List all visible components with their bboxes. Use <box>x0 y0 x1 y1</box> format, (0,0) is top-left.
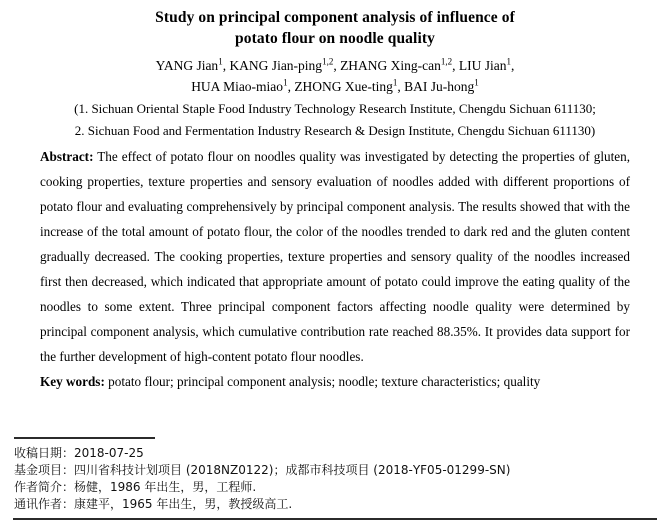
author-separator: , <box>222 58 230 73</box>
abstract-text: The effect of potato flour on noodles quality was investigated by detecting the properties of gluten, cooking properties, texture properties and sensory evaluation of noodles added with different proportions of potato flour and evaluating comprehensively by principal component analysis. The results showed that with the increase of the total amount of potato flour, the color of the noodles trended to dark red and the gluten content gradually decreased. The cooking properties, texture properties and sensory quality of the noodles increased first then decreased, which indicated that appropriate amount of potato could improve the eating quality of the noodles to some extent. Three principal component factors affecting noodle quality were determined by principal component analysis, which cumulative contribution rate reached 88.35%. It provides data support for the further development of high-content potato flour noodles. <box>40 149 630 364</box>
keywords-label: Key words: <box>40 374 105 389</box>
author-affiliation-sup: 1 <box>392 77 398 88</box>
author-affiliation-sup: 1,2 <box>440 56 453 67</box>
author-line-1 <box>0 55 670 76</box>
author-affiliation-sup: 1 <box>218 56 223 67</box>
footnote-funding-project: 基金项目：四川省科技计划项目 (2018NZ0122)；成都市科技项目 (2018-YF05-01299-SN) <box>14 463 511 477</box>
author-line-2 <box>0 76 670 97</box>
author-separator: , <box>333 58 341 73</box>
author-name: KANG Jian-ping <box>229 58 323 73</box>
footnote-separator-rule <box>14 437 155 439</box>
abstract-label: Abstract: <box>40 149 94 164</box>
author-separator: , <box>452 58 459 73</box>
author-name: BAI Ju-hong <box>404 79 475 94</box>
author-affiliation-sup: 1 <box>506 56 512 67</box>
author-separator: , <box>397 79 405 94</box>
author-name: YANG Jian <box>155 58 219 73</box>
author-name: LIU Jian <box>458 58 507 73</box>
title-line-2: potato flour on noodle quality <box>235 30 435 47</box>
abstract-section <box>40 144 630 394</box>
title-line-1: Study on principal component analysis of influence of <box>155 9 515 26</box>
footnote-corresponding-author: 通讯作者：康建平，1965 年出生，男，教授级高工. <box>14 497 293 511</box>
author-affiliation-sup: 1 <box>283 77 288 88</box>
keywords-paragraph <box>40 369 630 394</box>
footnote-received-date: 收稿日期：2018-07-25 <box>14 446 144 460</box>
affiliations <box>0 98 670 142</box>
author-affiliation-sup: 1,2 <box>322 56 334 67</box>
author-affiliation-sup: 1 <box>474 77 479 88</box>
footnotes <box>14 445 660 513</box>
author-separator: , <box>287 79 295 94</box>
author-list <box>0 55 670 97</box>
paper-title <box>0 7 670 49</box>
page-bottom-rule <box>13 518 657 520</box>
author-separator: , <box>511 58 515 73</box>
author-name: HUA Miao-miao <box>191 79 284 94</box>
affiliation-2: 2. Sichuan Food and Fermentation Industry Research & Design Institute, Chengdu Sichuan 611130) <box>74 123 596 138</box>
author-name: ZHANG Xing-can <box>340 58 441 73</box>
author-name: ZHONG Xue-ting <box>294 79 393 94</box>
keywords-text: potato flour; principal component analysis; noodle; texture characteristics; quality <box>108 374 541 389</box>
abstract-paragraph <box>40 144 630 369</box>
affiliation-1: (1. Sichuan Oriental Staple Food Industry Technology Research Institute, Chengdu Sichuan 611130; <box>74 101 596 116</box>
footnote-author-bio: 作者简介：杨健，1986 年出生，男，工程师. <box>14 480 257 494</box>
